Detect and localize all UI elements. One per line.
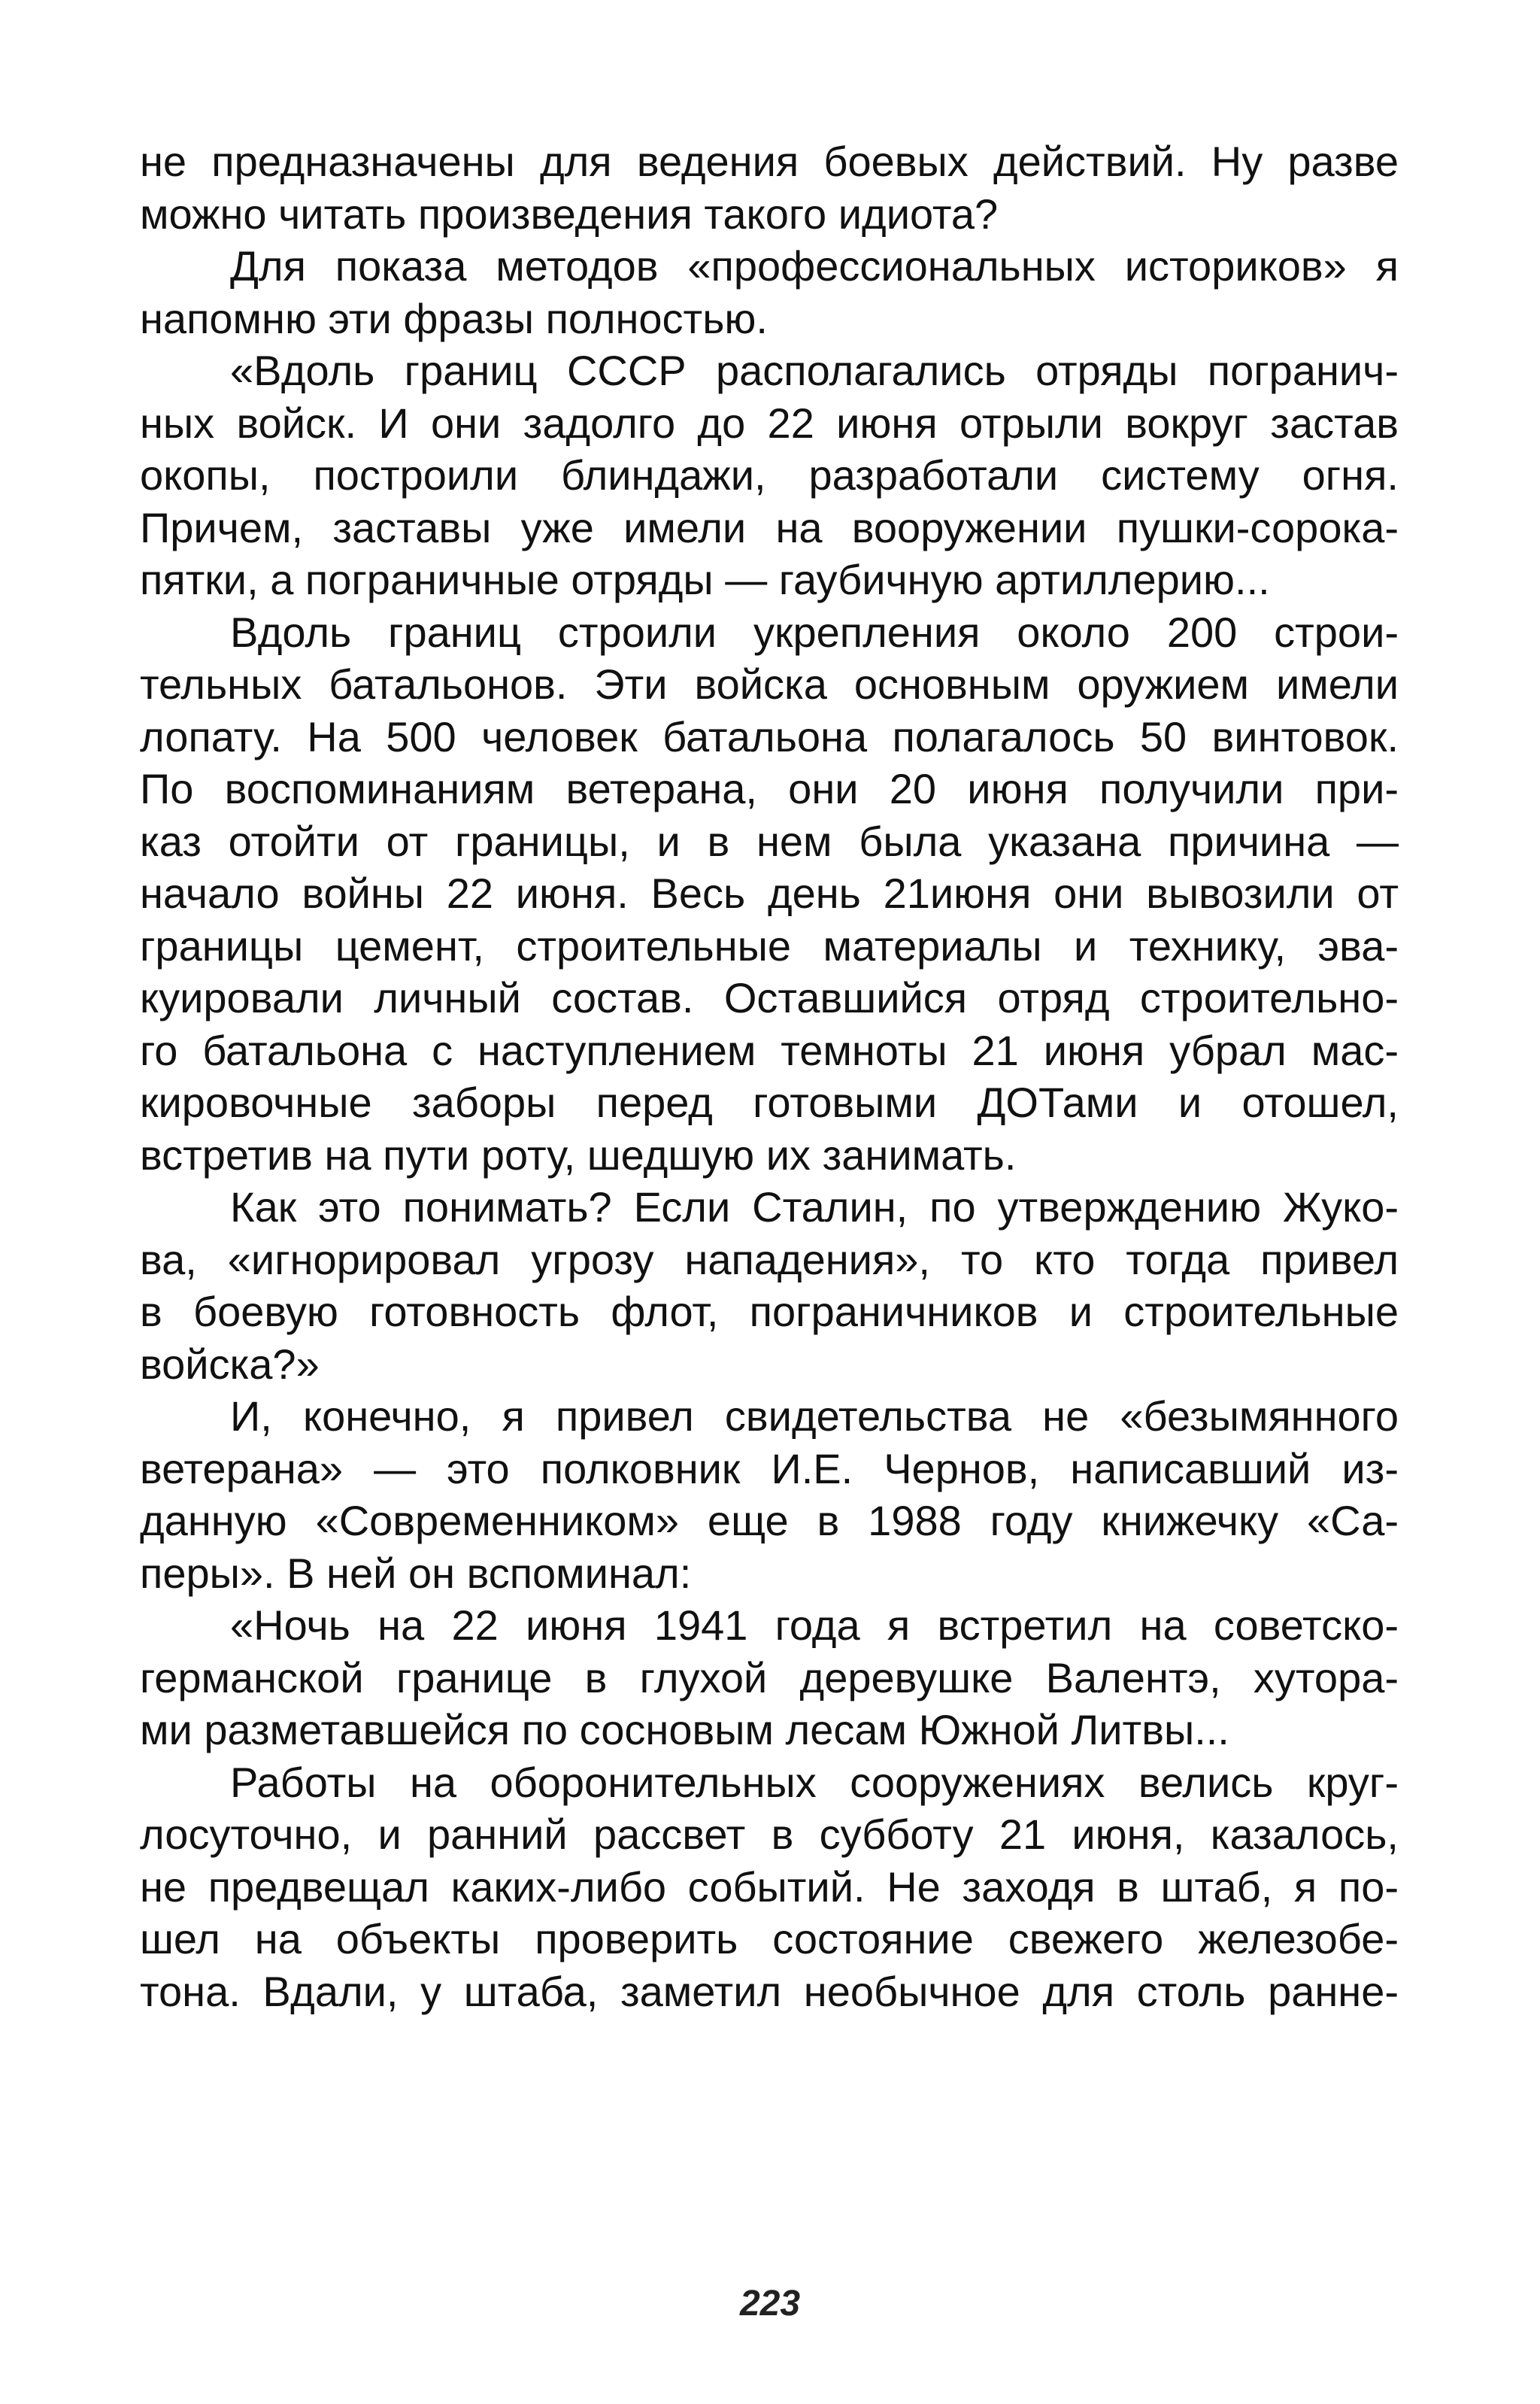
text-line: Для показа методов «профессиональных историков» я [230, 242, 1399, 290]
text-line: начало войны 22 июня. Весь день 21июня они вывозили от [140, 870, 1399, 917]
text-line: «Вдоль границ СССР располагались отряды погранич- [230, 347, 1399, 394]
page-number: 223 [739, 2284, 801, 2324]
text-line: Вдоль границ строили укрепления около 200 строи- [230, 608, 1399, 656]
text-line: ветерана» — это полковник И.Е. Чернов, написавший из- [140, 1444, 1399, 1492]
text-line: напомню эти фразы полностью. [140, 294, 768, 342]
text-line: данную «Современником» еще в 1988 году книжечку «Са- [140, 1497, 1399, 1544]
text-line: пятки, а пограничные отряды — гаубичную артиллерию... [140, 556, 1270, 603]
text-line: тельных батальонов. Эти войска основным оружием имели [140, 660, 1399, 708]
text-line: каз отойти от границы, и в нем была указана причина — [140, 817, 1399, 865]
text-line: Работы на оборонительных сооружениях велись круг- [230, 1758, 1399, 1806]
text-line: тона. Вдали, у штаба, заметил необычное для столь ранне- [140, 1967, 1399, 2015]
text-line: Как это понимать? Если Сталин, по утверждению Жуко- [230, 1183, 1399, 1231]
text-line: лопату. На 500 человек батальона полагалось 50 винтовок. [140, 712, 1399, 760]
text-line: Причем, заставы уже имели на вооружении пушки-сорока- [140, 503, 1399, 551]
text-line: ных войск. И они задолго до 22 июня отрыли вокруг застав [140, 399, 1399, 447]
text-line: ва, «игнорировал угрозу нападения», то кто тогда привел [140, 1235, 1399, 1283]
text-line: в боевую готовность флот, пограничников и строительные [140, 1288, 1399, 1335]
text-line: окопы, построили блиндажи, разработали систему огня. [140, 451, 1399, 499]
text-line: лосуточно, и ранний рассвет в субботу 21 июня, казалось, [140, 1811, 1399, 1858]
text-line: встретив на пути роту, шедшую их занимать. [140, 1131, 1017, 1179]
book-page-text [140, 135, 1399, 2017]
text-line: войска?» [140, 1340, 320, 1388]
text-line: границы цемент, строительные материалы и технику, эва- [140, 921, 1399, 970]
text-line: кировочные заборы перед готовыми ДОТами и отошел, [140, 1079, 1399, 1126]
text-line: не предназначены для ведения боевых действий. Ну разве [140, 138, 1399, 185]
text-line: го батальона с наступлением темноты 21 июня убрал мас- [140, 1026, 1399, 1074]
text-line: германской границе в глухой деревушке Валентэ, хутора- [140, 1653, 1399, 1701]
text-line: можно читать произведения такого идиота? [140, 190, 999, 238]
text-line: По воспоминаниям ветерана, они 20 июня получили при- [140, 765, 1399, 812]
text-line: «Ночь на 22 июня 1941 года я встретил на советско- [230, 1601, 1399, 1649]
text-line: куировали личный состав. Оставшийся отряд строительно- [140, 974, 1399, 1021]
text-line: перы». В ней он вспоминал: [140, 1549, 692, 1597]
text-line: шел на объекты проверить состояние свежего железобе- [140, 1915, 1399, 1962]
text-line: не предвещал каких-либо событий. Не заходя в штаб, я по- [140, 1862, 1399, 1911]
text-line: И, конечно, я привел свидетельства не «безымянного [230, 1392, 1399, 1440]
text-line: ми разметавшейся по сосновым лесам Южной Литвы... [140, 1706, 1229, 1753]
